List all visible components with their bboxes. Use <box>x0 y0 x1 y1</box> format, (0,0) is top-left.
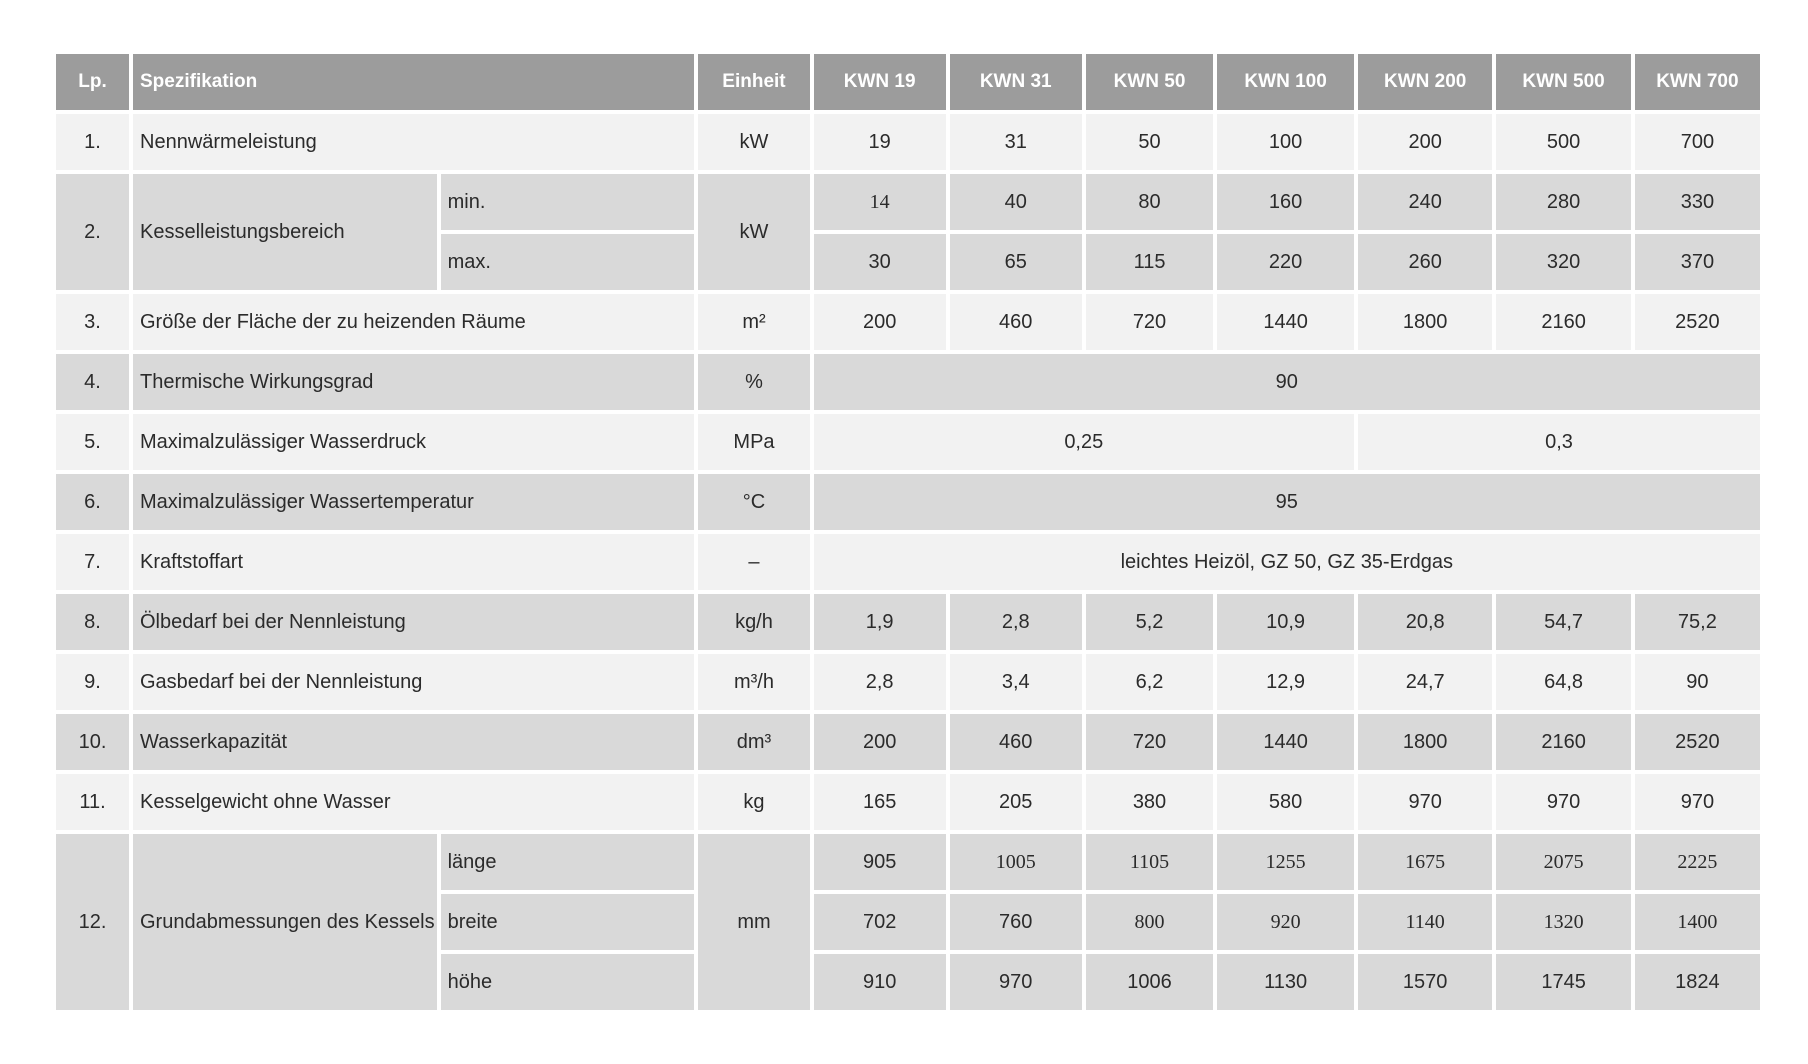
table-cell: 910 <box>814 954 946 1010</box>
table-cell: 1824 <box>1635 954 1760 1010</box>
table-cell: 0,25 <box>814 414 1354 470</box>
row-label: Kraftstoffart <box>133 534 694 590</box>
col-header-spec: Spezifikation <box>133 54 694 110</box>
row-label: Maximalzulässiger Wassertemperatur <box>133 474 694 530</box>
table-row <box>56 714 1760 770</box>
table-cell: 1440 <box>1217 294 1354 350</box>
table-cell: 64,8 <box>1496 654 1630 710</box>
row-label: Gasbedarf bei der Nennleistung <box>133 654 694 710</box>
table-cell: 30 <box>814 234 946 290</box>
table-cell: 970 <box>1496 774 1630 830</box>
row-unit: kW <box>698 174 809 290</box>
table-cell: 460 <box>950 294 1082 350</box>
table-cell: 75,2 <box>1635 594 1760 650</box>
table-cell: 2160 <box>1496 294 1630 350</box>
row-number: 8. <box>56 594 129 650</box>
table-cell: 90 <box>1635 654 1760 710</box>
table-cell: 260 <box>1358 234 1492 290</box>
table-cell: 90 <box>814 354 1760 410</box>
table-cell: 95 <box>814 474 1760 530</box>
col-header-model: KWN 200 <box>1358 54 1492 110</box>
table-cell: 970 <box>950 954 1082 1010</box>
row-unit: % <box>698 354 809 410</box>
table-row <box>56 474 1760 530</box>
table-cell: 1140 <box>1358 894 1492 950</box>
table-row <box>56 774 1760 830</box>
table-cell: 3,4 <box>950 654 1082 710</box>
table-row <box>56 534 1760 590</box>
row-label: Wasserkapazität <box>133 714 694 770</box>
table-cell: 1005 <box>950 834 1082 890</box>
row-unit: kg <box>698 774 809 830</box>
table-cell: 320 <box>1496 234 1630 290</box>
col-header-model: KWN 500 <box>1496 54 1630 110</box>
table-row <box>56 354 1760 410</box>
table-cell: 2520 <box>1635 714 1760 770</box>
table-cell: 220 <box>1217 234 1354 290</box>
row-label: Kesselleistungsbereich <box>133 174 437 290</box>
table-cell: 1006 <box>1086 954 1213 1010</box>
col-header-model: KWN 50 <box>1086 54 1213 110</box>
table-row <box>56 414 1760 470</box>
table-cell: 160 <box>1217 174 1354 230</box>
table-cell: 720 <box>1086 714 1213 770</box>
col-header-unit: Einheit <box>698 54 809 110</box>
table-cell: 50 <box>1086 114 1213 170</box>
table-cell: 580 <box>1217 774 1354 830</box>
table-cell: 65 <box>950 234 1082 290</box>
table-cell: 970 <box>1358 774 1492 830</box>
table-cell: 6,2 <box>1086 654 1213 710</box>
table-cell: 800 <box>1086 894 1213 950</box>
table-cell: 760 <box>950 894 1082 950</box>
row-number: 1. <box>56 114 129 170</box>
sub-label-laenge: länge <box>441 834 695 890</box>
sub-label-hoehe: höhe <box>441 954 695 1010</box>
table-cell: 280 <box>1496 174 1630 230</box>
row-unit: mm <box>698 834 809 1010</box>
row-number: 7. <box>56 534 129 590</box>
table-row <box>56 834 1760 890</box>
table-cell: 1440 <box>1217 714 1354 770</box>
table-row <box>56 654 1760 710</box>
table-cell: 1105 <box>1086 834 1213 890</box>
table-cell: 1570 <box>1358 954 1492 1010</box>
row-unit: MPa <box>698 414 809 470</box>
table-cell: 100 <box>1217 114 1354 170</box>
table-cell: 205 <box>950 774 1082 830</box>
table-cell: 31 <box>950 114 1082 170</box>
table-cell: 720 <box>1086 294 1213 350</box>
row-number: 10. <box>56 714 129 770</box>
col-header-lp: Lp. <box>56 54 129 110</box>
row-label: Kesselgewicht ohne Wasser <box>133 774 694 830</box>
row-label: Ölbedarf bei der Nennleistung <box>133 594 694 650</box>
table-cell: 200 <box>814 714 946 770</box>
table-cell: 460 <box>950 714 1082 770</box>
row-label: Größe der Fläche der zu heizenden Räume <box>133 294 694 350</box>
sub-label-min: min. <box>441 174 695 230</box>
col-header-model: KWN 19 <box>814 54 946 110</box>
table-cell: 2075 <box>1496 834 1630 890</box>
row-unit: kW <box>698 114 809 170</box>
table-cell: 970 <box>1635 774 1760 830</box>
table-cell: 2,8 <box>814 654 946 710</box>
table-cell: 10,9 <box>1217 594 1354 650</box>
row-unit: m² <box>698 294 809 350</box>
row-unit: kg/h <box>698 594 809 650</box>
row-unit: °C <box>698 474 809 530</box>
row-label: Grundabmessungen des Kessels <box>133 834 437 1010</box>
table-cell: 0,3 <box>1358 414 1760 470</box>
col-header-model: KWN 31 <box>950 54 1082 110</box>
table-cell: 1255 <box>1217 834 1354 890</box>
table-cell: 1745 <box>1496 954 1630 1010</box>
table-cell: 380 <box>1086 774 1213 830</box>
row-label: Thermische Wirkungsgrad <box>133 354 694 410</box>
row-number: 5. <box>56 414 129 470</box>
row-number: 9. <box>56 654 129 710</box>
table-cell: 1320 <box>1496 894 1630 950</box>
table-cell: 240 <box>1358 174 1492 230</box>
col-header-model: KWN 100 <box>1217 54 1354 110</box>
table-row <box>56 294 1760 350</box>
sub-label-max: max. <box>441 234 695 290</box>
row-label: Nennwärmeleistung <box>133 114 694 170</box>
row-number: 12. <box>56 834 129 1010</box>
row-label: Maximalzulässiger Wasserdruck <box>133 414 694 470</box>
table-cell: 330 <box>1635 174 1760 230</box>
table-cell: 20,8 <box>1358 594 1492 650</box>
table-cell: 2160 <box>1496 714 1630 770</box>
row-number: 2. <box>56 174 129 290</box>
col-header-model: KWN 700 <box>1635 54 1760 110</box>
row-number: 6. <box>56 474 129 530</box>
table-cell: 2,8 <box>950 594 1082 650</box>
table-cell: 500 <box>1496 114 1630 170</box>
header-row <box>56 54 1760 110</box>
table-cell: 115 <box>1086 234 1213 290</box>
table-cell: 1800 <box>1358 714 1492 770</box>
table-cell: 920 <box>1217 894 1354 950</box>
table-cell: 1800 <box>1358 294 1492 350</box>
table-cell: 2225 <box>1635 834 1760 890</box>
table-cell: 370 <box>1635 234 1760 290</box>
table-cell: 2520 <box>1635 294 1760 350</box>
table-cell: 24,7 <box>1358 654 1492 710</box>
row-number: 11. <box>56 774 129 830</box>
table-row <box>56 114 1760 170</box>
table-row <box>56 174 1760 230</box>
table-cell: 702 <box>814 894 946 950</box>
table-cell: 80 <box>1086 174 1213 230</box>
row-unit: – <box>698 534 809 590</box>
table-cell: 1,9 <box>814 594 946 650</box>
table-cell: 165 <box>814 774 946 830</box>
table-cell: 12,9 <box>1217 654 1354 710</box>
row-number: 3. <box>56 294 129 350</box>
row-number: 4. <box>56 354 129 410</box>
table-row <box>56 594 1760 650</box>
table-cell: leichtes Heizöl, GZ 50, GZ 35-Erdgas <box>814 534 1760 590</box>
table-cell: 19 <box>814 114 946 170</box>
table-cell: 200 <box>814 294 946 350</box>
table-cell: 1400 <box>1635 894 1760 950</box>
table-cell: 54,7 <box>1496 594 1630 650</box>
table-cell: 14 <box>814 174 946 230</box>
table-cell: 200 <box>1358 114 1492 170</box>
table-cell: 1130 <box>1217 954 1354 1010</box>
table-cell: 40 <box>950 174 1082 230</box>
table-cell: 5,2 <box>1086 594 1213 650</box>
table-cell: 1675 <box>1358 834 1492 890</box>
row-unit: dm³ <box>698 714 809 770</box>
row-unit: m³/h <box>698 654 809 710</box>
specification-table <box>52 50 1764 1014</box>
table-cell: 700 <box>1635 114 1760 170</box>
sub-label-breite: breite <box>441 894 695 950</box>
table-cell: 905 <box>814 834 946 890</box>
